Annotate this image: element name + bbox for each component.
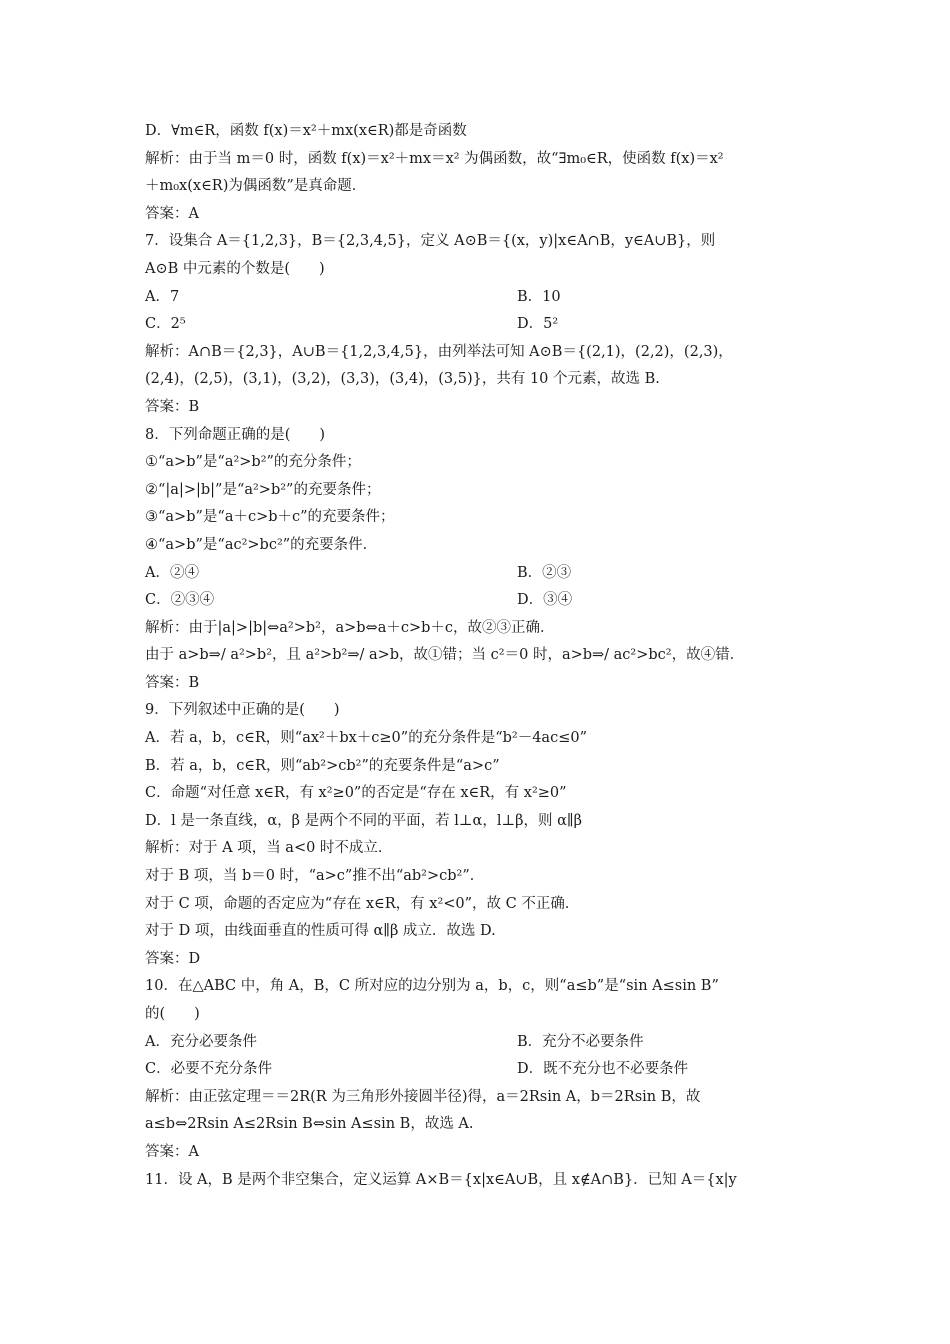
q7-analysis-cont: (2,4)，(2,5)，(3,1)，(3,2)，(3,3)，(3,4)，(3,5)}，共有 10 个元素，故选 B. (145, 371, 660, 388)
q7-answer: 答案：B (145, 398, 200, 415)
q11-stem: 11．设 A，B 是两个非空集合，定义运算 A×B＝{x|x∈A∪B，且 x∉A∩B}．已知 A＝{x|y (145, 1171, 737, 1188)
q9-option-a: A．若 a，b，c∈R，则“ax²＋bx＋c≥0”的充分条件是“b²－4ac≤0” (145, 730, 587, 747)
q8-option-d: D．③④ (517, 592, 573, 609)
q8-analysis: 解析：由于|a|>|b|⇔a²>b²，a>b⇔a＋c>b＋c，故②③正确． (145, 619, 555, 636)
q9-option-c: C．命题“对任意 x∈R，有 x²≥0”的否定是“存在 x∈R，有 x²≥0” (145, 785, 567, 802)
q9-analysis: 解析：对于 A 项，当 a<0 时不成立． (145, 840, 393, 857)
q7-option-a: A．7 (145, 288, 180, 305)
q6-analysis-cont: ＋m₀x(x∈R)为偶函数”是真命题． (145, 178, 367, 195)
q7-option-d: D．5² (517, 316, 559, 333)
q8-option-c: C．②③④ (145, 592, 215, 609)
q9-option-d: D．l 是一条直线，α，β 是两个不同的平面，若 l⊥α，l⊥β，则 α∥β (145, 812, 582, 829)
q10-option-a: A．充分必要条件 (145, 1033, 257, 1050)
q7-stem-cont: A⊙B 中元素的个数是( ) (145, 260, 325, 277)
q7-option-b: B．10 (517, 288, 561, 305)
q9-answer: 答案：D (145, 950, 201, 967)
q8-statement-2: ②“|a|>|b|”是“a²>b²”的充要条件； (145, 481, 381, 498)
q9-stem: 9．下列叙述中正确的是( ) (145, 702, 340, 719)
q9-analysis-d: 对于 D 项，由线面垂直的性质可得 α∥β 成立．故选 D. (145, 923, 496, 940)
q10-option-b: B．充分不必要条件 (517, 1033, 644, 1050)
q10-option-d: D．既不充分也不必要条件 (517, 1061, 689, 1078)
q6-option-d: D．∀m∈R，函数 f(x)＝x²＋mx(x∈R)都是奇函数 (145, 123, 467, 139)
q8-options-row-2 (145, 587, 825, 615)
q10-stem-cont: 的( ) (145, 1006, 200, 1022)
q10-analysis-cont: a≤b⇔2Rsin A≤2Rsin B⇔sin A≤sin B，故选 A. (145, 1116, 474, 1133)
q10-options-row-2 (145, 1056, 825, 1084)
q8-statement-1: ①“a>b”是“a²>b²”的充分条件； (145, 454, 361, 471)
q8-options-row-1 (145, 560, 825, 588)
q8-option-a: A．②④ (145, 564, 199, 581)
q10-stem: 10．在△ABC 中，角 A，B，C 所对应的边分别为 a，b，c，则“a≤b”是“sin A≤sin B” (145, 978, 719, 995)
q8-statement-4: ④“a>b”是“ac²>bc²”的充要条件． (145, 536, 378, 553)
q9-analysis-b: 对于 B 项，当 b＝0 时，“a>c”推不出“ab²>cb²”． (145, 868, 485, 885)
q10-options-row-1 (145, 1029, 825, 1057)
q8-analysis-cont: 由于 a>b⇒/ a²>b²，且 a²>b²⇒/ a>b，故①错；当 c²＝0 时，a>b⇒/ ac²>bc²，故④错． (145, 647, 745, 664)
q7-analysis: 解析：A∩B＝{2,3}，A∪B＝{1,2,3,4,5}，由列举法可知 A⊙B＝{(2,1)，(2,2)，(2,3)， (145, 343, 733, 360)
q8-option-b: B．②③ (517, 564, 572, 581)
q6-analysis: 解析：由于当 m＝0 时，函数 f(x)＝x²＋mx＝x² 为偶函数，故“∃m₀∈R，使函数 f(x)＝x² (145, 150, 724, 167)
q8-answer: 答案：B (145, 674, 200, 691)
q7-stem: 7．设集合 A＝{1,2,3}，B＝{2,3,4,5}，定义 A⊙B＝{(x，y)|x∈A∩B，y∈A∪B}，则 (145, 233, 716, 250)
q9-analysis-c: 对于 C 项，命题的否定应为“存在 x∈R，有 x²<0”，故 C 不正确． (145, 895, 580, 912)
q6-answer: 答案：A (145, 205, 199, 222)
q7-options-row-1 (145, 284, 825, 312)
q7-option-c: C．2⁵ (145, 316, 186, 333)
q8-statement-3: ③“a>b”是“a＋c>b＋c”的充要条件； (145, 509, 395, 526)
document-page (145, 118, 825, 1194)
q10-analysis: 解析：由正弦定理＝＝2R(R 为三角形外接圆半径)得，a＝2Rsin A，b＝2Rsin B，故 (145, 1088, 701, 1105)
q10-answer: 答案：A (145, 1143, 199, 1160)
q10-option-c: C．必要不充分条件 (145, 1061, 273, 1078)
q7-options-row-2 (145, 311, 825, 339)
q8-stem: 8．下列命题正确的是( ) (145, 426, 326, 443)
q9-option-b: B．若 a，b，c∈R，则“ab²>cb²”的充要条件是“a>c” (145, 757, 500, 774)
